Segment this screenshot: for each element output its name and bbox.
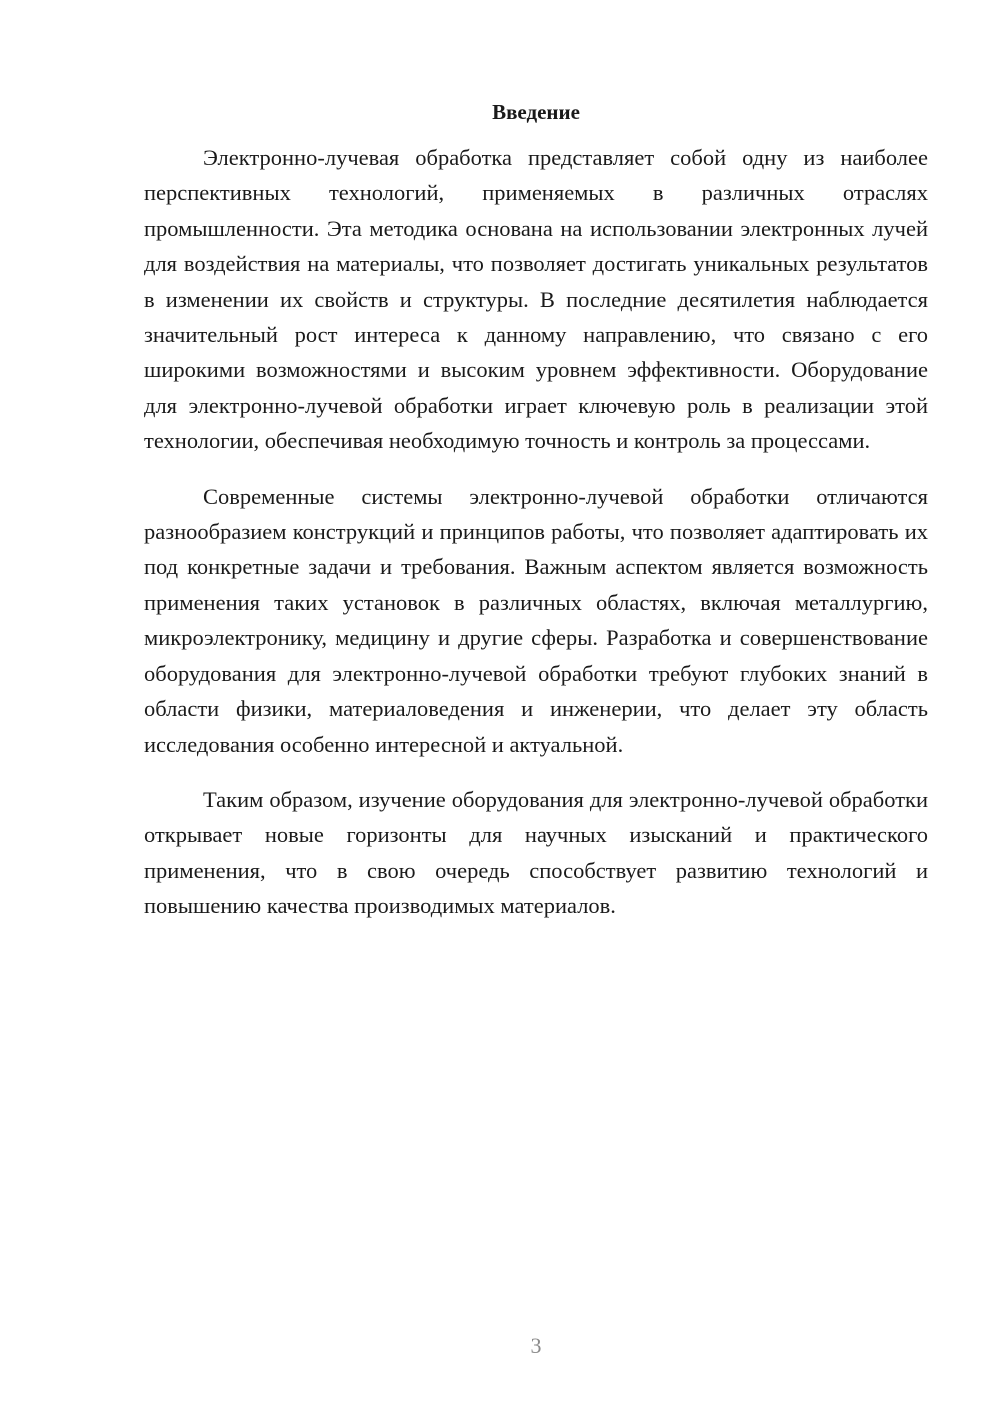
section-heading: Введение — [492, 100, 580, 124]
paragraph-intro: Электронно-лучевая обработка представляет собой одну из наиболее перспективных технологий, применяемых в различных отраслях промышленности. Эта методика основана на использовании электронных лучей для воздействия на материалы, что позволяет достигать уникальных результатов в изменении их свойств и структуры. В последние десятилетия наблюдается значительный рост интереса к данному направлению, что связано с его широкими возможностями и высоким уровнем эффективности. Оборудование для электронно-лучевой обработки играет ключевую роль в реализации этой технологии, обеспечивая необходимую точность и контроль за процессами. — [144, 145, 928, 454]
paragraph-conclusion: Таким образом, изучение оборудования для электронно-лучевой обработки открывает новые горизонты для научных изысканий и практического применения, что в свою очередь способствует развитию технологий и повышению качества производимых материалов. — [144, 786, 928, 919]
paragraph-modern-systems: Современные системы электронно-лучевой обработки отличаются разнообразием конструкций и принципов работы, что позволяет адаптировать их под конкретные задачи и требования. Важным аспектом является возможность применения таких установок в различных областях, включая металлургию, микроэлектронику, медицину и другие сферы. Разработка и совершенствование оборудования для электронно-лучевой обработки требуют глубоких знаний в области физики, материаловедения и инженерии, что делает эту область исследования особенно интересной и актуальной. — [144, 483, 928, 757]
document-body — [144, 96, 928, 924]
page-number: 3 — [530, 1333, 542, 1358]
